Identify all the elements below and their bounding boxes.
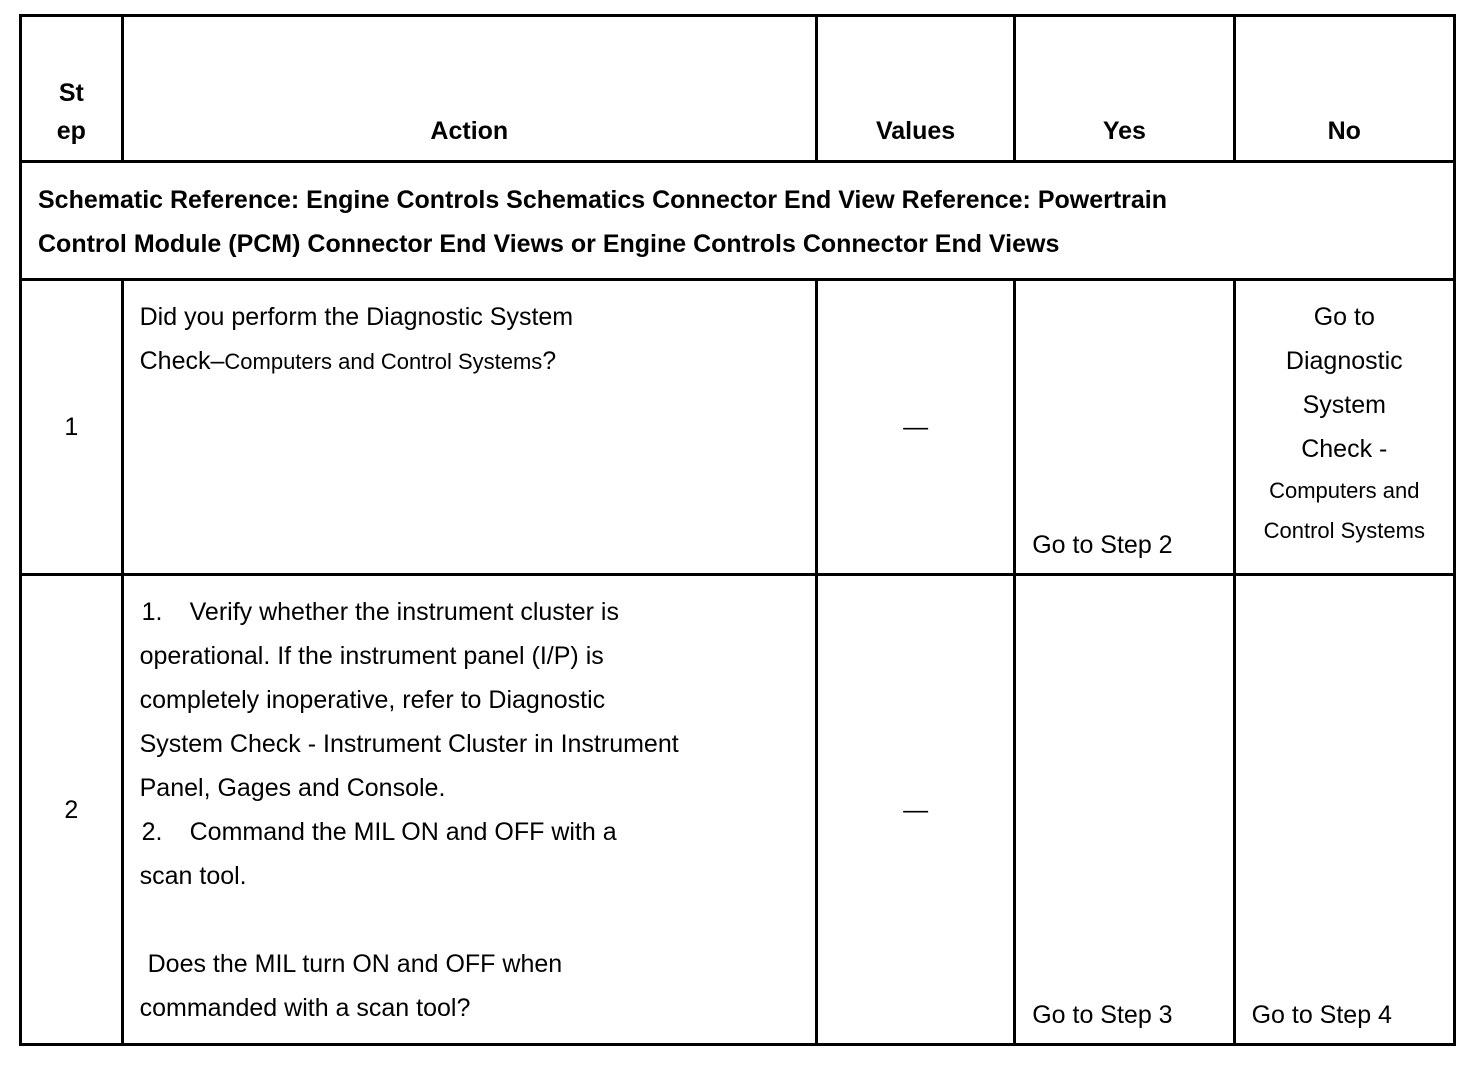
no-line: Check - xyxy=(1301,435,1388,463)
action-text: Verify whether the instrument cluster is xyxy=(189,598,619,626)
header-no: No xyxy=(1234,16,1454,162)
header-yes: Yes xyxy=(1015,16,1234,162)
action-text-small: Computers and Control Systems xyxy=(224,349,543,374)
spacer xyxy=(140,898,799,942)
action-text: Check– xyxy=(139,347,225,375)
header-row xyxy=(21,16,1455,162)
table-row xyxy=(21,280,1455,575)
action-line: Did you perform the Diagnostic System xyxy=(139,303,574,331)
header-step xyxy=(21,16,123,162)
values-cell: — xyxy=(816,575,1014,1045)
header-action: Action xyxy=(122,16,816,162)
yes-link[interactable]: Go to Step 3 xyxy=(1032,1001,1173,1029)
no-link[interactable]: Go to Step 4 xyxy=(1251,1001,1392,1029)
no-link[interactable] xyxy=(1236,281,1453,557)
action-line: completely inoperative, refer to Diagnostic xyxy=(139,686,606,714)
no-line-small: Computers and xyxy=(1269,478,1420,503)
action-line: System Check - Instrument Cluster in Instrument xyxy=(139,730,679,758)
no-line-small: Control Systems xyxy=(1263,518,1425,543)
step-number: 2 xyxy=(21,575,123,1045)
list-number: 1. xyxy=(141,598,163,626)
no-cell xyxy=(1234,280,1454,575)
reference-row xyxy=(21,162,1455,280)
action-text: Command the MIL ON and OFF with a xyxy=(189,818,617,846)
question-line: commanded with a scan tool? xyxy=(139,994,471,1022)
no-line: Diagnostic xyxy=(1285,347,1403,375)
list-number: 2. xyxy=(141,818,163,846)
action-text-end: ? xyxy=(542,347,557,375)
schematic-reference xyxy=(21,162,1455,280)
action-cell xyxy=(122,280,816,575)
no-line: Go to xyxy=(1313,303,1375,331)
values-cell: — xyxy=(816,280,1014,575)
no-line: System xyxy=(1302,391,1386,419)
step-number: 1 xyxy=(21,280,123,575)
action-line xyxy=(140,810,799,854)
no-cell xyxy=(1234,575,1454,1045)
header-values: Values xyxy=(816,16,1014,162)
action-line: Panel, Gages and Console. xyxy=(139,774,446,802)
diagnostic-table xyxy=(19,14,1456,1046)
action-line: scan tool. xyxy=(139,862,247,890)
reference-line-2: Control Module (PCM) Connector End Views or Engine Controls Connector End Views xyxy=(38,230,1060,258)
reference-line-1: Schematic Reference: Engine Controls Schematics Connector End View Reference: Powertrain xyxy=(38,186,1168,214)
yes-cell xyxy=(1015,575,1234,1045)
action-line xyxy=(140,590,799,634)
yes-cell xyxy=(1015,280,1234,575)
header-step-line-1: St xyxy=(58,79,84,107)
action-line xyxy=(140,339,799,384)
action-cell xyxy=(122,575,816,1045)
header-step-line-2: ep xyxy=(56,117,86,145)
question-line: Does the MIL turn ON and OFF when xyxy=(147,950,563,978)
table-row xyxy=(21,575,1455,1045)
yes-link[interactable]: Go to Step 2 xyxy=(1032,531,1173,559)
action-line: operational. If the instrument panel (I/P) is xyxy=(139,642,604,670)
